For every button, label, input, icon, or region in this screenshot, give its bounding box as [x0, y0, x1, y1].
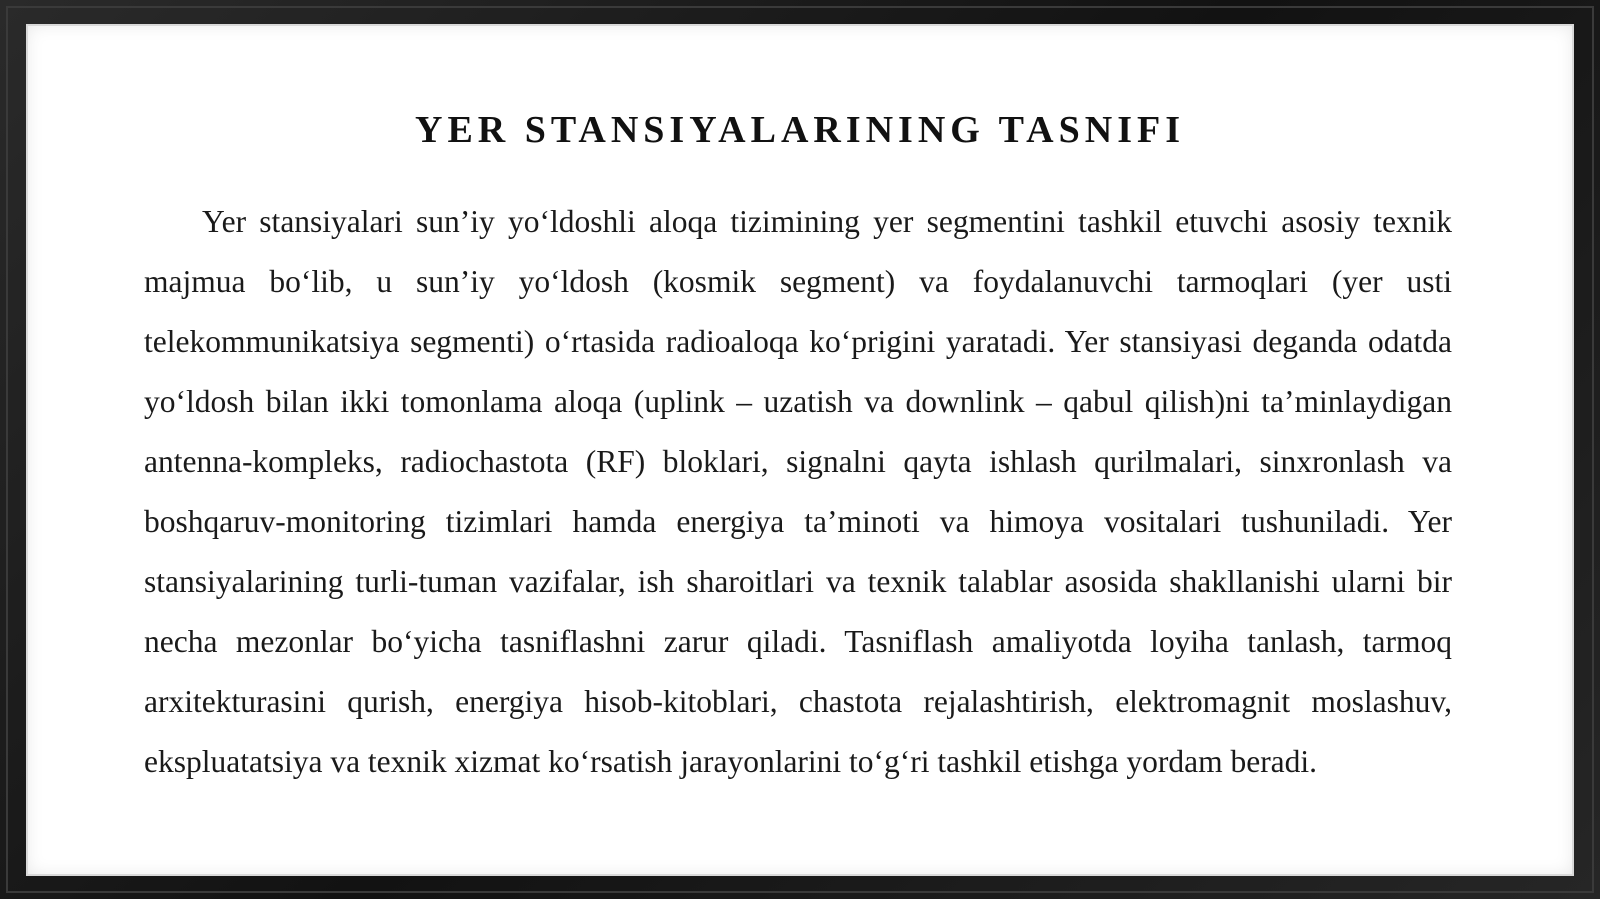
slide-canvas	[26, 24, 1574, 876]
slide-body-paragraph: Yer stansiyalari sun’iy yo‘ldoshli aloqa tizimining yer segmentini tashkil etuvchi asosiy texnik majmua bo‘lib, u sun’iy yo‘ldosh (kosmik segment) va foydalanuvchi tarmoqlari (yer usti telekommunikatsiya segmenti) o‘rtasida radioaloqa ko‘prigini yaratadi. Yer stansiyasi deganda odatda yo‘ldosh bilan ikki tomonlama aloqa (uplink – uzatish va downlink – qabul qilish)ni ta’minlaydigan antenna-kompleks, radiochastota (RF) bloklari, signalni qayta ishlash qurilmalari, sinxronlash va boshqaruv-monitoring tizimlari hamda energiya ta’minoti va himoya vositalari tushuniladi. Yer stansiyalarining turli-tuman vazifalar, ish sharoitlari va texnik talablar asosida shakllanishi ularni bir necha mezonlar bo‘yicha tasniflashni zarur qiladi. Tasniflash amaliyotda loyiha tanlash, tarmoq arxitekturasini qurish, energiya hisob-kitoblari, chastota rejalashtirish, elektromagnit moslashuv, ekspluatatsiya va texnik xizmat ko‘rsatish jarayonlarini to‘g‘ri tashkil etishga yordam beradi.	[144, 204, 1452, 779]
slide-title: YER STANSIYALARINING TASNIFI	[415, 109, 1185, 151]
